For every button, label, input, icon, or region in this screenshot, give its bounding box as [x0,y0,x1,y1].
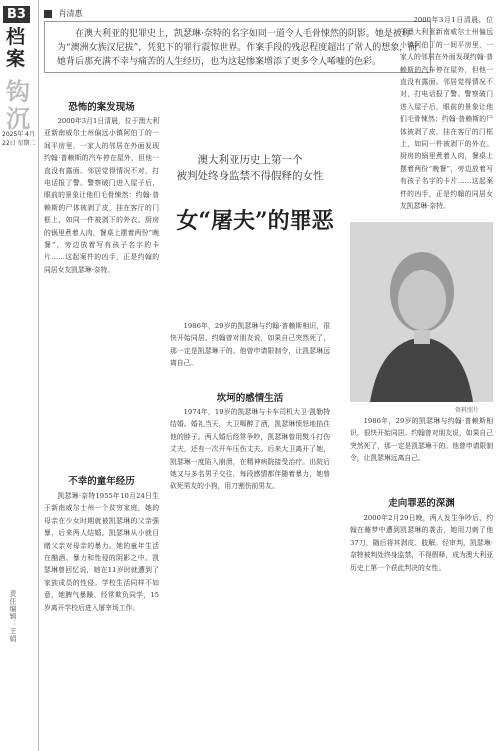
intro-box [44,21,431,73]
section-heading-3: 坎坷的感情生活 [216,393,284,404]
section-heading-2: 不幸的童年经历 [68,476,135,487]
issue-date: 2025年 4月22日 星期二 [2,131,36,147]
section-heading-1: 恐怖的案发现场 [68,102,135,113]
main-headline: 女“屠夫”的罪恶 [176,208,334,234]
intro-text: 在澳大利亚的犯罪史上，凯瑟琳·奈特的名字如同一道令人毛骨悚然的阴影。她是被称为“澳洲女族汉尼拔”，凭犯下的罪行震惊世界。作案手段的残忍程度超出了常人的想象，而她背后那充满不幸与痛苦的人生经历，也为这起惨案增添了更多令人唏嘘的色彩。 [57,29,418,67]
column-4: 2000年3月1日清晨，位于澳大利亚新南威尔士州偏远小镇阿伯丁的一间平房里，一家人的邻居在外面发现约翰·普赖斯的汽车停在屋外，但他一直没有露面。邻居觉得情况不对，打电话报了警。警察破门进入屋子后，眼前的景象让他们毛骨悚然：约翰·普赖斯的尸体被剥了皮，挂在客厅的门框上，如同一件被剥下的外衣。厨房的锅里煮着人肉，餐桌上摆着两份“晚餐”，旁边放着写有孩子名字的卡片……这起案件的凶手，正是约翰的同居女友凯瑟琳·奈特。 [400,16,493,211]
section-heading-4: 走向罪恶的深渊 [388,498,455,509]
section-title: 档案 [6,26,26,70]
photo-caption: 资料照片 [455,407,480,414]
portrait-image [350,222,493,402]
title-block [170,152,334,257]
column-2: 凯瑟琳·奈特1955年10月24日生于新南威尔士州一个贫穷家庭，她的母亲在少女时期就被凯瑟琳的父亲强暴，后来两人结婚。凯瑟琳从小就目睹父亲对母亲的暴力。她的童年生活在酗酒、暴力和性侵的阴影之中。凯瑟琳曾回忆说，她在11岁时就遭到了家族成员的性侵。学校生活同样不如意，她脾气暴躁、经常欺负同学，15岁离开学校后进入屠宰场工作。 [44,492,159,612]
author-name: 肖清惠 [58,9,83,18]
column-3: 1974年，19岁的凯瑟琳与卡车司机大卫·凯勒特结婚。婚礼当天，大卫喝醉了酒，凯瑟琳愤怒地掐住他的脖子。两人婚后经常争吵，凯瑟琳曾用熨斗打伤丈夫，还有一次开车压伤丈夫。后来大卫离开了她，凯瑟琳一度陷入崩溃，在精神病院接受治疗。出院后她又与多名男子交往，每段感情都伴随着暴力，她曾砍死男友的小狗，用刀割伤前男友。 [170,408,330,491]
column-1: 2000年3月1日清晨，位于澳大利亚新南威尔士州偏远小镇阿伯丁的一间平房里，一家人的邻居在外面发现约翰·普赖斯的汽车停在屋外，但他一直没有露面。邻居觉得情况不对，打电话报了警。警察破门进入屋子后，眼前的景象让他们毛骨悚然：约翰·普赖斯的尸体被剥了皮，挂在客厅的门框上，如同一件被剥下的外衣。厨房的锅里煮着人肉，餐桌上摆着两份“晚餐”，旁边放着写有孩子名字的卡片……这起案件的凶手，正是约翰的同居女友凯瑟琳·奈特。 [44,117,159,274]
headline-line-2: 被判处终身监禁不得假释的女性 [176,170,324,182]
column-5: 1986年，29岁的凯瑟琳与约翰·普赖斯相识，很快开始同居。约翰曾对朋友说，如果自己突然死了，那一定是凯瑟琳干的。他曾申请限制令，让凯瑟琳远离自己。 [350,417,493,463]
portrait-photo [350,222,493,402]
author-byline [44,8,83,19]
section-subtitle: 钩沉 [6,77,30,133]
page-label: B3 [3,6,30,23]
column-3a: 1986年，29岁的凯瑟琳与约翰·普赖斯相识，很快开始同居。约翰曾对朋友说，如果自己突然死了，那一定是凯瑟琳干的。他曾申请限制令，让凯瑟琳远离自己。 [170,322,330,368]
editor-credit: 责任编辑：王娟 [9,590,17,643]
left-strip [0,0,39,751]
headline-line-1: 澳大利亚历史上第一个 [197,154,303,166]
author-icon [44,10,52,18]
column-6: 2000年2月29日晚，两人发生争吵后，约翰在睡梦中遭到凯瑟琳的袭击，她用刀刺了他37刀，随后将其剥皮、肢解。经审判，凯瑟琳·奈特被判处终身监禁，不得假释，成为澳大利亚历史上第一个获此判决的女性。 [350,514,493,572]
